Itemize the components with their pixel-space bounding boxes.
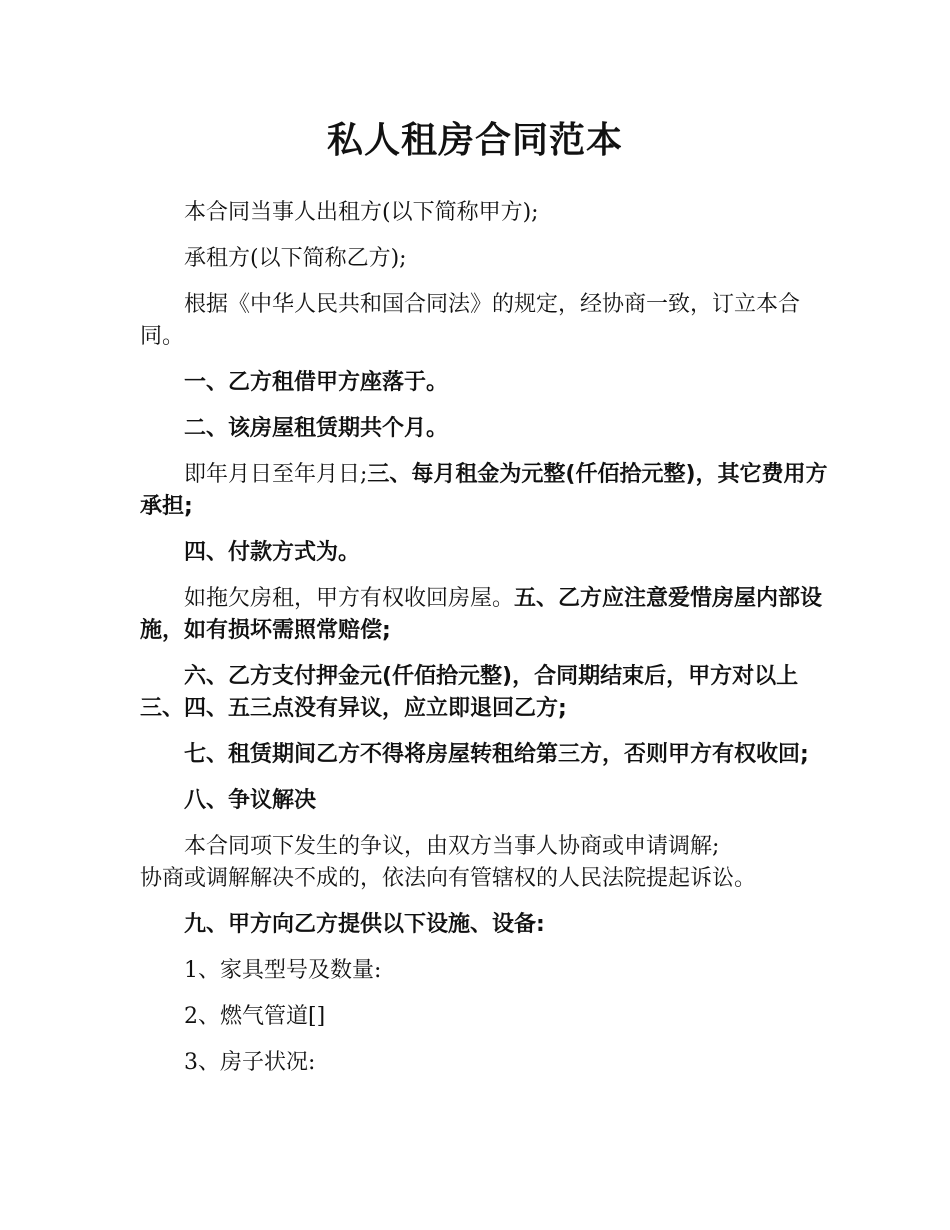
paragraph-lessor: 本合同当事人出租方(以下简称甲方); [184,200,539,225]
document-body [140,118,830,1093]
document-title: 私人租房合同范本 [326,120,623,161]
gas-pipe-item: 2、燃气管道[] [184,1004,326,1029]
clause-two-term: 二、该房屋租赁期共个月。 [184,416,449,441]
paragraph-date-range-and-clause-three [140,459,830,523]
furniture-item: 1、家具型号及数量: [184,958,382,983]
clause-four-payment: 四、付款方式为。 [184,540,361,565]
clause-five-facilities: 五、乙方应注意爱惜房屋内部设施，如有损坏需照常赔偿; [140,586,823,643]
clause-nine-equipment: 九、甲方向乙方提供以下设施、设备: [184,912,545,937]
clause-one-location: 一、乙方租借甲方座落于。 [184,370,449,395]
clause-three-rent: 三、每月租金为元整(仟佰拾元整)，其它费用方承担; [140,462,828,519]
paragraph-arrears-and-clause-five [140,583,830,647]
date-range-text: 即年月日至年月日; [184,462,368,487]
arrears-text: 如拖欠房租，甲方有权收回房屋。 [184,586,515,611]
clause-seven-sublet: 七、租赁期间乙方不得将房屋转租给第三方，否则甲方有权收回; [184,742,809,767]
paragraph-lessee: 承租方(以下简称乙方); [184,246,407,271]
house-condition-item: 3、房子状况: [184,1050,316,1075]
dispute-line-one: 本合同项下发生的争议，由双方当事人协商或申请调解; [184,834,720,859]
clause-eight-dispute-heading: 八、争议解决 [184,788,317,813]
clause-six-deposit: 六、乙方支付押金元(仟佰拾元整)，合同期结束后，甲方对以上三、四、五三点没有异议，应立即退回乙方; [140,664,799,721]
dispute-line-two: 协商或调解解决不成的，依法向有管辖权的人民法院提起诉讼。 [140,866,757,891]
dispute-resolution-text [140,831,830,895]
paragraph-contract-law: 根据《中华人民共和国合同法》的规定，经协商一致，订立本合同。 [140,292,801,349]
